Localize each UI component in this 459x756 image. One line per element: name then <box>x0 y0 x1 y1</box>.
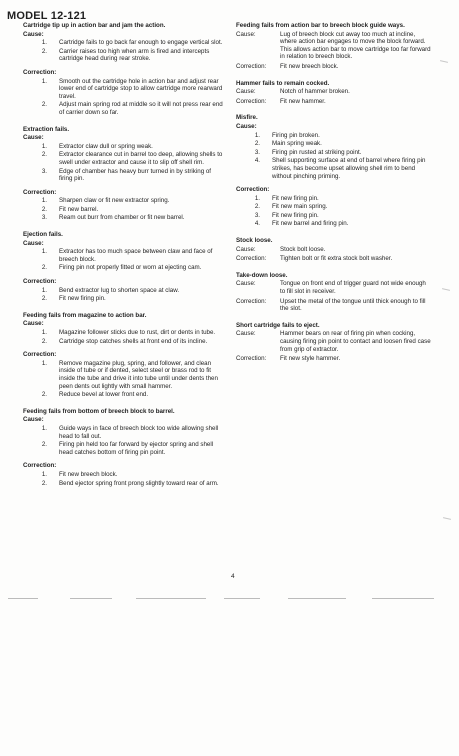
scan-rule <box>224 598 260 599</box>
list-item <box>23 264 223 272</box>
item-text: Adjust main spring rod at middle so it will not press rear end of carrier down so far. <box>59 101 223 116</box>
list-item <box>23 360 223 390</box>
row-text: Tongue on front end of trigger guard not wide enough to fill slot in receiver. <box>280 280 426 296</box>
item-number: 1. <box>254 194 260 202</box>
item-text: Fit new firing pin. <box>272 211 319 219</box>
troubleshooting-section <box>23 408 223 487</box>
cause-label: Cause: <box>23 320 44 328</box>
list-item <box>236 220 432 228</box>
cause-row <box>236 330 432 353</box>
list-item <box>23 168 223 183</box>
margin-mark <box>443 517 451 520</box>
correction-label: Correction: <box>23 462 57 470</box>
page-number: 4 <box>231 573 235 580</box>
item-text: Sharpen claw or fit new extractor spring. <box>59 197 170 205</box>
item-number: 2. <box>254 203 260 211</box>
cause-list <box>23 248 223 272</box>
correction-label: Correction: <box>23 68 57 76</box>
troubleshooting-section <box>236 22 432 71</box>
item-text: Firing pin not properly fitted or worn at ejecting cam. <box>59 264 202 272</box>
list-item <box>23 441 223 456</box>
margin-mark <box>440 60 448 63</box>
row-text: Stock bolt loose. <box>280 245 326 253</box>
item-number: 3. <box>41 214 47 222</box>
item-number: 2. <box>41 337 47 345</box>
list-item <box>236 149 432 157</box>
troubleshooting-section <box>236 80 432 106</box>
row-text: Tighten bolt or fit extra stock bolt washer. <box>280 255 393 263</box>
item-text: Extractor claw dull or spring weak. <box>59 142 153 150</box>
item-number: 2. <box>41 441 47 449</box>
item-number: 2. <box>41 101 47 109</box>
section-title: Short cartridge fails to eject. <box>236 321 320 329</box>
item-number: 2. <box>41 391 47 399</box>
scan-rule <box>372 598 434 599</box>
cause-list <box>23 143 223 183</box>
item-text: Fit new barrel. <box>59 205 99 213</box>
section-title: Stock loose. <box>236 237 273 245</box>
row-label: Cause: <box>236 88 256 96</box>
troubleshooting-section <box>23 231 223 303</box>
row-text: Lug of breech block cut away too much at incline, where action bar engages to move the block forward. This allows action bar to move cartridge too far forward in relation to breech block. <box>280 30 431 61</box>
correction-row <box>236 63 432 71</box>
row-text: Fit new hammer. <box>280 97 326 105</box>
item-text: Carrier raises too high when arm is fired and intercepts cartridge head during rear stroke. <box>59 47 210 63</box>
cause-list <box>23 39 223 63</box>
troubleshooting-section <box>236 114 432 228</box>
item-number: 2. <box>41 479 47 487</box>
item-number: 2. <box>41 264 47 272</box>
scan-rule <box>288 598 346 599</box>
margin-mark <box>442 288 450 291</box>
section-title: Hammer fails to remain cocked. <box>236 79 330 87</box>
troubleshooting-section <box>236 237 432 263</box>
correction-row <box>236 298 432 313</box>
section-title: Feeding fails from bottom of breech block to barrel. <box>23 407 175 415</box>
section-title: Feeding fails from magazine to action bar. <box>23 311 147 319</box>
list-item <box>236 195 432 203</box>
list-item <box>236 203 432 211</box>
correction-label: Correction: <box>23 278 57 286</box>
cause-label: Cause: <box>23 416 44 424</box>
item-number: 3. <box>41 167 47 175</box>
item-number: 1. <box>254 131 260 139</box>
item-number: 2. <box>41 205 47 213</box>
row-text: Notch of hammer broken. <box>280 88 350 96</box>
list-item <box>23 287 223 295</box>
row-text: Fit new style hammer. <box>280 355 341 363</box>
item-text: Remove magazine plug, spring, and follower, and clean inside of tube or if dented, select steel or brass rod to fit inside the tube and drive it into tube until under dents then peen dents out lightly with small hammer. <box>59 359 218 390</box>
row-text: Upset the metal of the tongue until thick enough to fill the slot. <box>280 297 426 313</box>
correction-list <box>23 197 223 222</box>
item-text: Extractor clearance cut in barrel too deep, allowing shells to swell under extractor and cause it to slip off shell rim. <box>59 151 223 166</box>
item-number: 1. <box>41 424 47 432</box>
item-text: Cartridge fails to go back far enough to engage vertical slot. <box>59 39 223 47</box>
scan-rule <box>136 598 206 599</box>
item-number: 3. <box>254 148 260 156</box>
cause-row <box>236 246 432 254</box>
item-number: 2. <box>41 151 47 159</box>
section-title: Misfire. <box>236 114 258 122</box>
correction-list <box>23 287 223 303</box>
item-number: 1. <box>41 359 47 367</box>
page-title: MODEL 12-121 <box>7 10 87 22</box>
row-label: Correction: <box>236 255 267 263</box>
list-item <box>23 143 223 151</box>
right-column <box>236 22 432 372</box>
row-label: Cause: <box>236 30 256 38</box>
item-text: Firing pin held too far forward by ejector spring and shell head catches bottom of firing pin point. <box>59 441 214 456</box>
troubleshooting-section <box>23 22 223 117</box>
item-number: 1. <box>41 286 47 294</box>
item-text: Cartridge stop catches shells at front end of its incline. <box>59 337 208 345</box>
list-item <box>23 39 223 47</box>
list-item <box>23 480 223 488</box>
item-text: Fit new firing pin. <box>59 295 106 303</box>
row-label: Correction: <box>236 297 267 305</box>
troubleshooting-section <box>236 322 432 363</box>
row-text: Fit new breech block. <box>280 62 339 70</box>
item-number: 3. <box>254 211 260 219</box>
section-title: Ejection fails. <box>23 231 63 239</box>
row-label: Correction: <box>236 355 267 363</box>
left-column <box>23 22 223 496</box>
row-label: Correction: <box>236 62 267 70</box>
list-item <box>23 151 223 166</box>
cause-row <box>236 280 432 295</box>
section-title: Cartridge tip up in action bar and jam the action. <box>23 22 166 29</box>
list-item <box>23 214 223 222</box>
list-item <box>23 471 223 479</box>
list-item <box>23 101 223 116</box>
row-text: Hammer bears on rear of firing pin when cocking, causing firing pin point to contact and loosen fired case from grip of extractor. <box>280 330 431 353</box>
list-item <box>236 157 432 180</box>
row-label: Correction: <box>236 97 267 105</box>
item-number: 1. <box>41 77 47 85</box>
item-text: Smooth out the cartridge hole in action bar and adjust rear lower end of cartridge stop to allow cartridge more rearward travel. <box>59 77 223 100</box>
troubleshooting-section <box>23 312 223 399</box>
list-item <box>236 140 432 148</box>
correction-label: Correction: <box>236 186 270 194</box>
item-text: Firing pin rusted at striking point. <box>272 148 362 156</box>
list-item <box>23 338 223 346</box>
item-text: Shell supporting surface at end of barrel where firing pin strikes, has become upset allowing shell rim to bend without pinching priming. <box>272 157 426 180</box>
item-text: Extractor has too much space between claw and face of breech block. <box>59 248 213 263</box>
list-item <box>23 48 223 63</box>
section-title: Feeding fails from action bar to breech block guide ways. <box>236 22 405 29</box>
item-number: 1. <box>41 470 47 478</box>
item-text: Bend ejector spring front prong slightly toward rear of arm. <box>59 479 219 487</box>
row-label: Cause: <box>236 245 256 253</box>
item-number: 4. <box>254 157 260 165</box>
correction-row <box>236 255 432 263</box>
correction-list <box>23 78 223 117</box>
list-item <box>236 212 432 220</box>
cause-row <box>236 31 432 61</box>
list-item <box>23 78 223 101</box>
cause-list <box>236 132 432 181</box>
item-number: 2. <box>41 295 47 303</box>
troubleshooting-section <box>236 272 432 313</box>
cause-label: Cause: <box>236 122 257 130</box>
scan-rule <box>70 598 112 599</box>
cause-label: Cause: <box>23 239 44 247</box>
item-text: Fit new main spring. <box>272 203 328 211</box>
cause-list <box>23 329 223 345</box>
row-label: Cause: <box>236 330 256 338</box>
item-text: Guide ways in face of breech block too wide allowing shell head to fall out. <box>59 424 219 440</box>
list-item <box>23 295 223 303</box>
troubleshooting-section <box>23 126 223 223</box>
correction-label: Correction: <box>23 188 57 196</box>
item-text: Fit new breech block. <box>59 470 118 478</box>
item-text: Fit new firing pin. <box>272 194 319 202</box>
correction-list <box>23 471 223 487</box>
item-number: 1. <box>41 39 47 47</box>
correction-row <box>236 355 432 363</box>
item-number: 1. <box>41 329 47 336</box>
list-item <box>23 329 223 337</box>
cause-list <box>23 425 223 456</box>
cause-row <box>236 88 432 96</box>
correction-label: Correction: <box>23 351 57 359</box>
item-text: Bend extractor lug to shorten space at claw. <box>59 286 180 294</box>
item-text: Magazine follower sticks due to rust, dirt or dents in tube. <box>59 329 216 336</box>
cause-label: Cause: <box>23 30 44 38</box>
list-item <box>23 391 223 399</box>
section-title: Extraction fails. <box>23 125 70 133</box>
item-text: Firing pin broken. <box>272 131 320 139</box>
item-number: 1. <box>41 142 47 150</box>
item-number: 1. <box>41 248 47 256</box>
item-number: 1. <box>41 197 47 205</box>
list-item <box>23 206 223 214</box>
item-text: Main spring weak. <box>272 140 322 148</box>
correction-list <box>236 195 432 228</box>
item-number: 4. <box>254 220 260 228</box>
item-text: Edge of chamber has heavy burr turned in by striking of firing pin. <box>59 167 212 183</box>
item-text: Ream out burr from chamber or fit new barrel. <box>59 214 185 222</box>
scan-rule <box>8 598 38 599</box>
list-item <box>23 425 223 440</box>
item-text: Reduce bevel at lower front end. <box>59 391 149 399</box>
correction-list <box>23 360 223 399</box>
item-number: 2. <box>41 47 47 55</box>
list-item <box>236 132 432 140</box>
list-item <box>23 248 223 263</box>
cause-label: Cause: <box>23 134 44 142</box>
correction-row <box>236 98 432 106</box>
list-item <box>23 197 223 205</box>
item-number: 2. <box>254 140 260 148</box>
section-title: Take-down loose. <box>236 271 288 279</box>
item-text: Fit new barrel and firing pin. <box>272 220 349 228</box>
row-label: Cause: <box>236 280 256 288</box>
